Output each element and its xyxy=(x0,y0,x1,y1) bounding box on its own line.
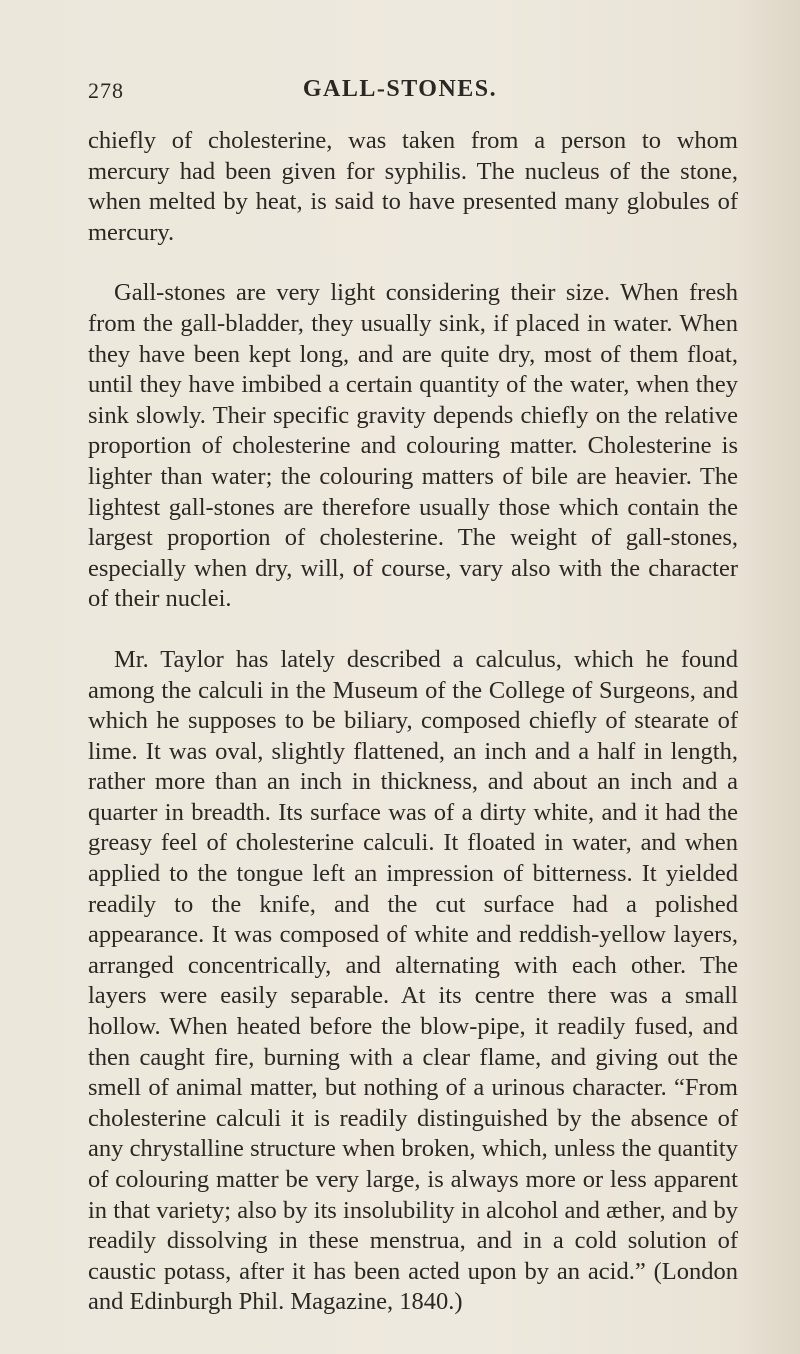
page-header xyxy=(0,70,800,110)
page-number: 278 xyxy=(88,78,124,103)
running-head: GALL-STONES. xyxy=(302,76,498,102)
paragraph-specific-gravity: Gall-stones are very light considering their size. When fresh from the gall-bladder, they usually sink, if placed in water. When they have been kept long, and are quite dry, most of them float, until they have imbibed a certain quantity of the water, when they sink slowly. Their specific gravity depends chiefly on the relative proportion of cholesterine and colouring matter. Cholesterine is lighter than water; the colouring matters of bile are heavier. The lightest gall-stones are therefore usually those which contain the largest proportion of cholesterine. The weight of gall-stones, especially when dry, will, of course, vary also with the character of their nuclei. xyxy=(88,279,738,613)
paragraph-taylor-calculus: Mr. Taylor has lately described a calculus, which he found among the calculi in the Museum of the College of Surgeons, and which he supposes to be biliary, composed chiefly of stearate of lime. It was oval, slightly flattened, an inch and a half in length, rather more than an inch in thickness, and about an inch and a quarter in breadth. Its surface was of a dirty white, and it had the greasy feel of cholesterine calculi. It floated in water, and when applied to the tongue left an impression of bitterness. It yielded readily to the knife, and the cut surface had a polished appearance. It was composed of white and reddish-yellow layers, arranged concentrically, and alternating with each other. The layers were easily separable. At its centre there was a small hollow. When heated before the blow-pipe, it readily fused, and then caught fire, burning with a clear flame, and giving out the smell of animal matter, but nothing of a urinous character. “From cholesterine calculi it is readily distinguished by the absence of any chrystalline structure when broken, which, unless the quantity of colouring matter be very large, is always more or less apparent in that variety; also by its insolubility in alcohol and æther, and by readily dissolving in these menstrua, and in a cold solution of caustic potass, after it has been acted upon by an acid.” (London and Edinburgh Phil. Magazine, 1840.) xyxy=(88,645,738,1316)
paragraph-mercury: chiefly of cholesterine, was taken from a person to whom mercury had been given for syphilis. The nucleus of the stone, when melted by heat, is said to have presented many globules of mercury. xyxy=(88,127,738,246)
page-body xyxy=(88,126,738,1318)
